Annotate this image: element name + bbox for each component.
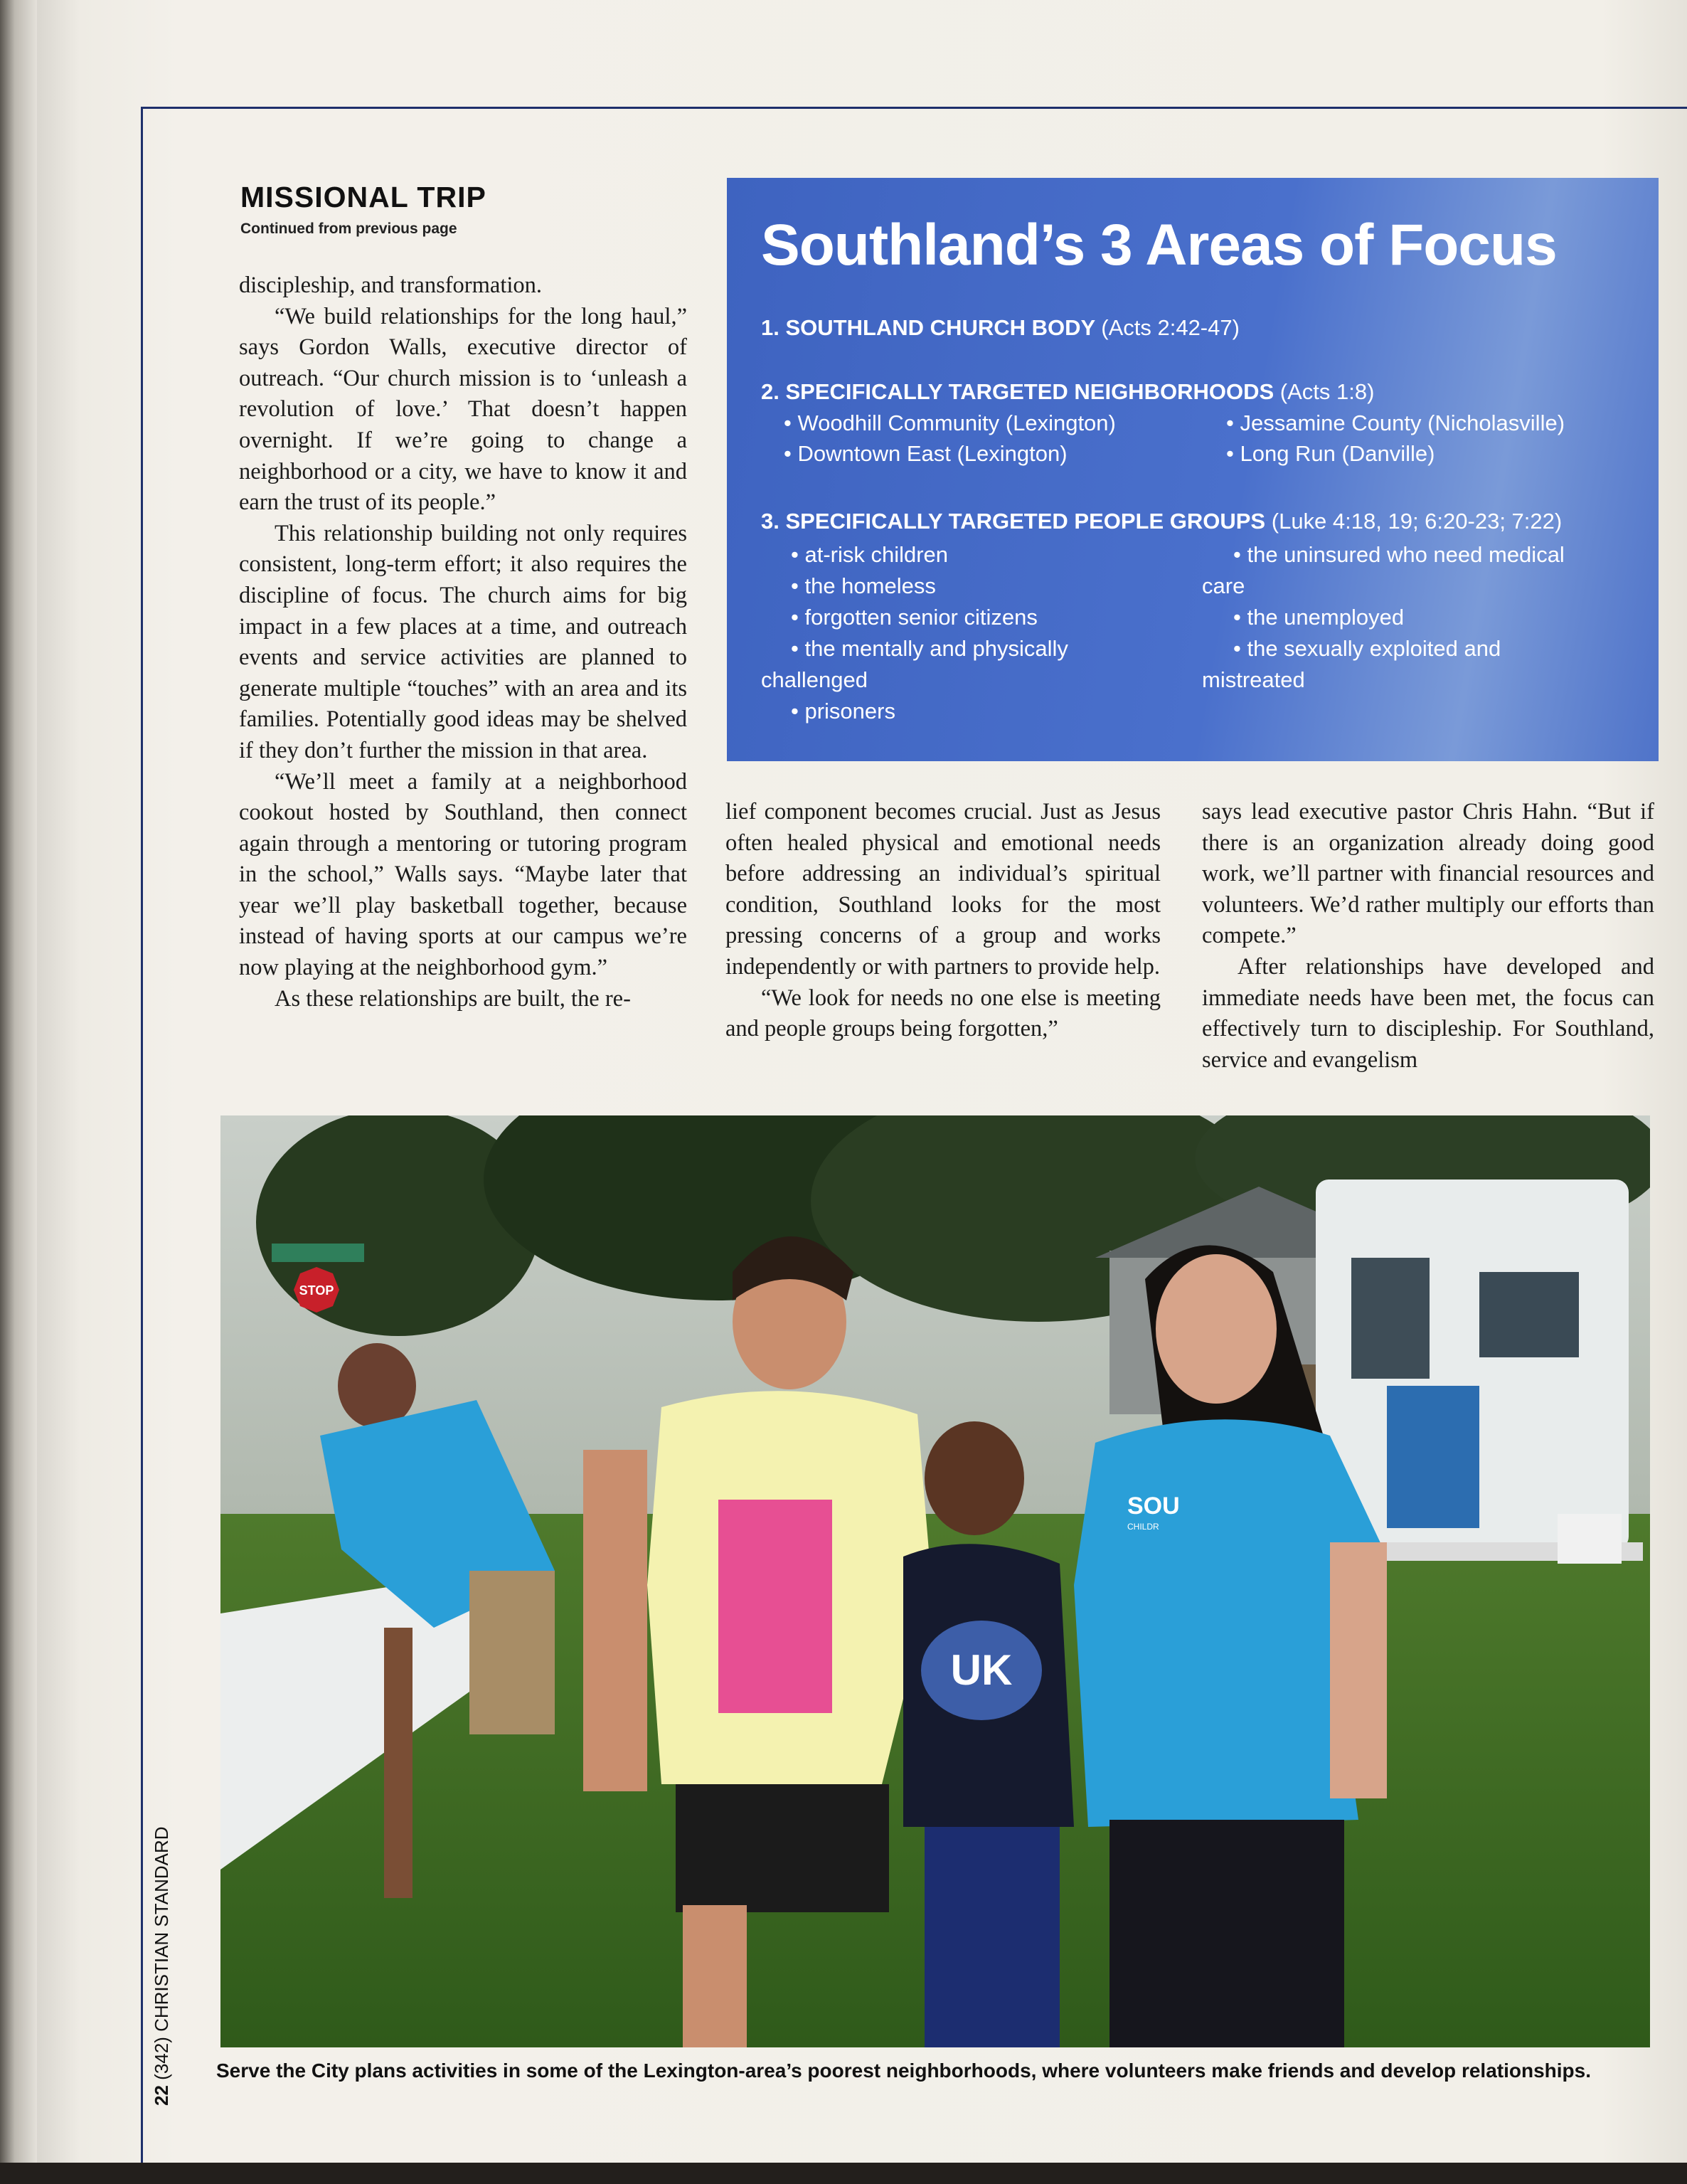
- continued-note: Continued from previous page: [240, 221, 457, 237]
- neighborhood-item: • Jessamine County (Nicholasville): [1226, 410, 1565, 435]
- scripture-ref: (Acts 2:42-47): [1101, 315, 1240, 340]
- paragraph: “We look for needs no one else is meeting and people groups being forgotten,”: [725, 985, 1161, 1042]
- article-column-3: [1202, 797, 1654, 1076]
- people-group-item: • forgotten senior citizens: [791, 605, 1038, 630]
- shirt-logo-text: SOU: [1127, 1493, 1180, 1520]
- event-photo: [220, 1115, 1650, 2047]
- article-column-2: [725, 797, 1161, 1045]
- photo-illustration: [220, 1115, 1650, 2047]
- neighborhood-item: • Long Run (Danville): [1226, 441, 1435, 466]
- heading-text: 2. SPECIFICALLY TARGETED NEIGHBORHOODS: [761, 379, 1274, 404]
- uk-shirt-text: UK: [950, 1646, 1013, 1694]
- people-group-item: • the homeless: [791, 573, 936, 598]
- page-number: 22: [151, 2085, 172, 2106]
- paragraph: As these relationships are built, the re-: [275, 985, 631, 1012]
- people-group-item: • the unemployed: [1233, 605, 1405, 630]
- article-column-1: [239, 270, 687, 1014]
- paragraph: This relationship building not only requires consistent, long-term effort; it also requires the discipline of focus. The church aims for big impact in a few places at a time, and outreach events and service activities are planned to generate multiple “touches” with an area and its families. Potentially good ideas may be shelved if they don’t further the mission in that area.: [239, 520, 687, 763]
- issue-page: (342): [151, 2037, 172, 2080]
- people-group-item: challenged: [761, 667, 868, 692]
- focus-sidebar-box: [727, 178, 1659, 761]
- scan-edge: [0, 2163, 1687, 2184]
- photo-caption: Serve the City plans activities in some of the Lexington-area’s poorest neighborhoods, where volunteers make friends and develop relationships.: [216, 2060, 1591, 2082]
- people-group-item: mistreated: [1202, 667, 1305, 692]
- paragraph: discipleship, and transformation.: [239, 272, 543, 298]
- paragraph: lief component becomes crucial. Just as Jesus often healed physical and emotional needs before addressing an individual’s spiritual condition, Southland looks for the most pressing concerns of a group and works independently or with partners to provide help.: [725, 799, 1161, 980]
- people-group-item: • the sexually exploited and: [1233, 636, 1501, 661]
- heading-text: 3. SPECIFICALLY TARGETED PEOPLE GROUPS: [761, 509, 1266, 534]
- page-folio: [151, 1826, 173, 2106]
- paragraph: says lead executive pastor Chris Hahn. “But if there is an organization already doing good work, we’ll partner with financial resources and volunteers. We’d rather multiply our efforts than compete.”: [1202, 799, 1654, 949]
- paragraph: “We build relationships for the long haul,” says Gordon Walls, executive director of outreach. “Our church mission is to ‘unleash a revolution of love.’ That doesn’t happen overnight. If we’re going to change a neighborhood or a city, we have to know it and earn the trust of its people.”: [239, 303, 687, 516]
- neighborhood-item: • Downtown East (Lexington): [784, 441, 1068, 466]
- people-group-item: • prisoners: [791, 699, 895, 723]
- paragraph: “We’ll meet a family at a neighborhood cookout hosted by Southland, then connect again through a mentoring or tutoring program in the school,” Walls says. “Maybe later that year we’ll play basketball together, because instead of having sports at our campus we’re now playing at the neighborhood gym.”: [239, 768, 687, 981]
- people-group-item: • the mentally and physically: [791, 636, 1068, 661]
- sidebar-section-2-heading: [761, 379, 1374, 405]
- sidebar-section-1-heading: [761, 315, 1240, 341]
- sidebar-title: Southland’s 3 Areas of Focus: [761, 213, 1557, 277]
- people-group-item: • at-risk children: [791, 542, 949, 567]
- heading-text: 1. SOUTHLAND CHURCH BODY: [761, 315, 1095, 340]
- page-spine: [0, 0, 37, 2184]
- section-kicker: MISSIONAL TRIP: [240, 181, 486, 213]
- people-group-item: care: [1202, 573, 1245, 598]
- shirt-logo-small-text: CHILDR: [1127, 1522, 1159, 1532]
- publication-name: CHRISTIAN STANDARD: [151, 1826, 172, 2032]
- scripture-ref: (Luke 4:18, 19; 6:20-23; 7:22): [1271, 509, 1563, 534]
- scripture-ref: (Acts 1:8): [1279, 379, 1375, 404]
- paragraph: After relationships have developed and immediate needs have been met, the focus can effectively turn to discipleship. For Southland, service and evangelism: [1202, 953, 1654, 1073]
- neighborhood-item: • Woodhill Community (Lexington): [784, 410, 1116, 435]
- sidebar-section-3-heading: [761, 509, 1562, 534]
- people-group-item: • the uninsured who need medical: [1233, 542, 1565, 567]
- stop-sign-text: STOP: [299, 1283, 334, 1298]
